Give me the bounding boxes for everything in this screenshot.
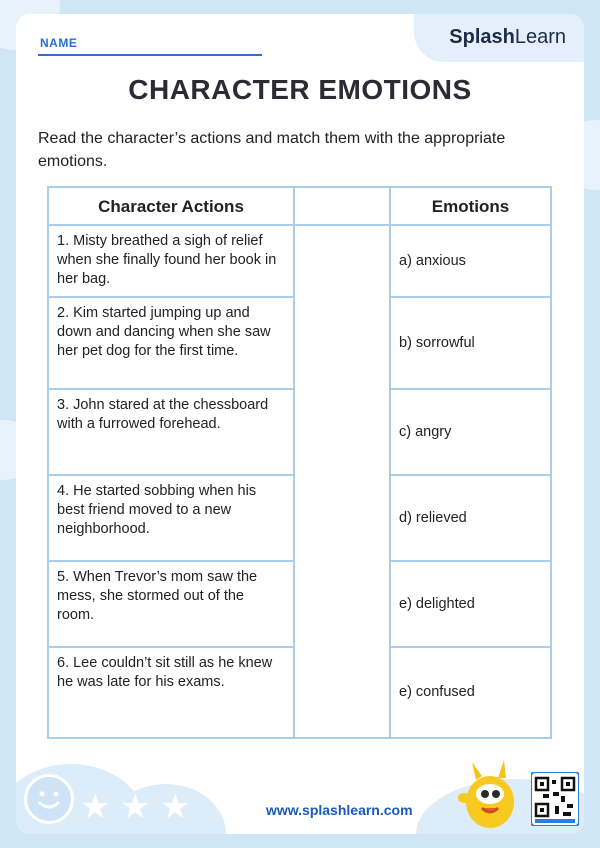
action-cell-1: 1. Misty breathed a sigh of relief when she finally found her book in her bag.: [47, 224, 295, 298]
emotion-cell-2: b) sorrowful: [389, 296, 552, 390]
action-cell-5: 5. When Trevor’s mom saw the mess, she stormed out of the room.: [47, 560, 295, 648]
brand-logo: [414, 14, 584, 62]
header-emotions: Emotions: [389, 186, 552, 226]
action-cell-2: 2. Kim started jumping up and down and dancing when she saw her pet dog for the first time.: [47, 296, 295, 390]
name-field[interactable]: [38, 32, 262, 56]
matching-gap-column: [293, 224, 391, 739]
footer-url[interactable]: www.splashlearn.com: [266, 802, 413, 818]
emotion-cell-4: d) relieved: [389, 474, 552, 562]
brand-light: Learn: [514, 26, 566, 48]
emotion-cell-1: a) anxious: [389, 224, 552, 298]
matching-table: [47, 186, 552, 739]
action-cell-4: 4. He started sobbing when his best friend moved to a new neighborhood.: [47, 474, 295, 562]
footer-decoration: [16, 724, 584, 834]
emotion-cell-5: e) delighted: [389, 560, 552, 648]
brand-wordmark: [449, 26, 566, 49]
star-icon: ★: [120, 788, 151, 826]
action-cell-3: 3. John stared at the chessboard with a furrowed forehead.: [47, 388, 295, 476]
header-blank: [293, 186, 391, 226]
action-cell-6: 6. Lee couldn’t sit still as he knew he was late for his exams.: [47, 646, 295, 739]
header-character-actions: Character Actions: [47, 186, 295, 226]
qr-code-icon[interactable]: [531, 772, 579, 826]
instructions: Read the character’s actions and match them with the appropriate emotions.: [38, 130, 506, 170]
page-title: CHARACTER EMOTIONS: [128, 74, 472, 105]
star-icon: ★: [160, 788, 191, 826]
smiley-icon: [24, 774, 74, 824]
emotion-cell-6: e) confused: [389, 646, 552, 739]
star-icon: ★: [80, 788, 111, 826]
emotion-cell-3: c) angry: [389, 388, 552, 476]
worksheet: [16, 14, 584, 834]
mascot-icon: [454, 758, 524, 828]
name-label: NAME: [40, 36, 78, 50]
brand-strong: Splash: [449, 26, 515, 48]
